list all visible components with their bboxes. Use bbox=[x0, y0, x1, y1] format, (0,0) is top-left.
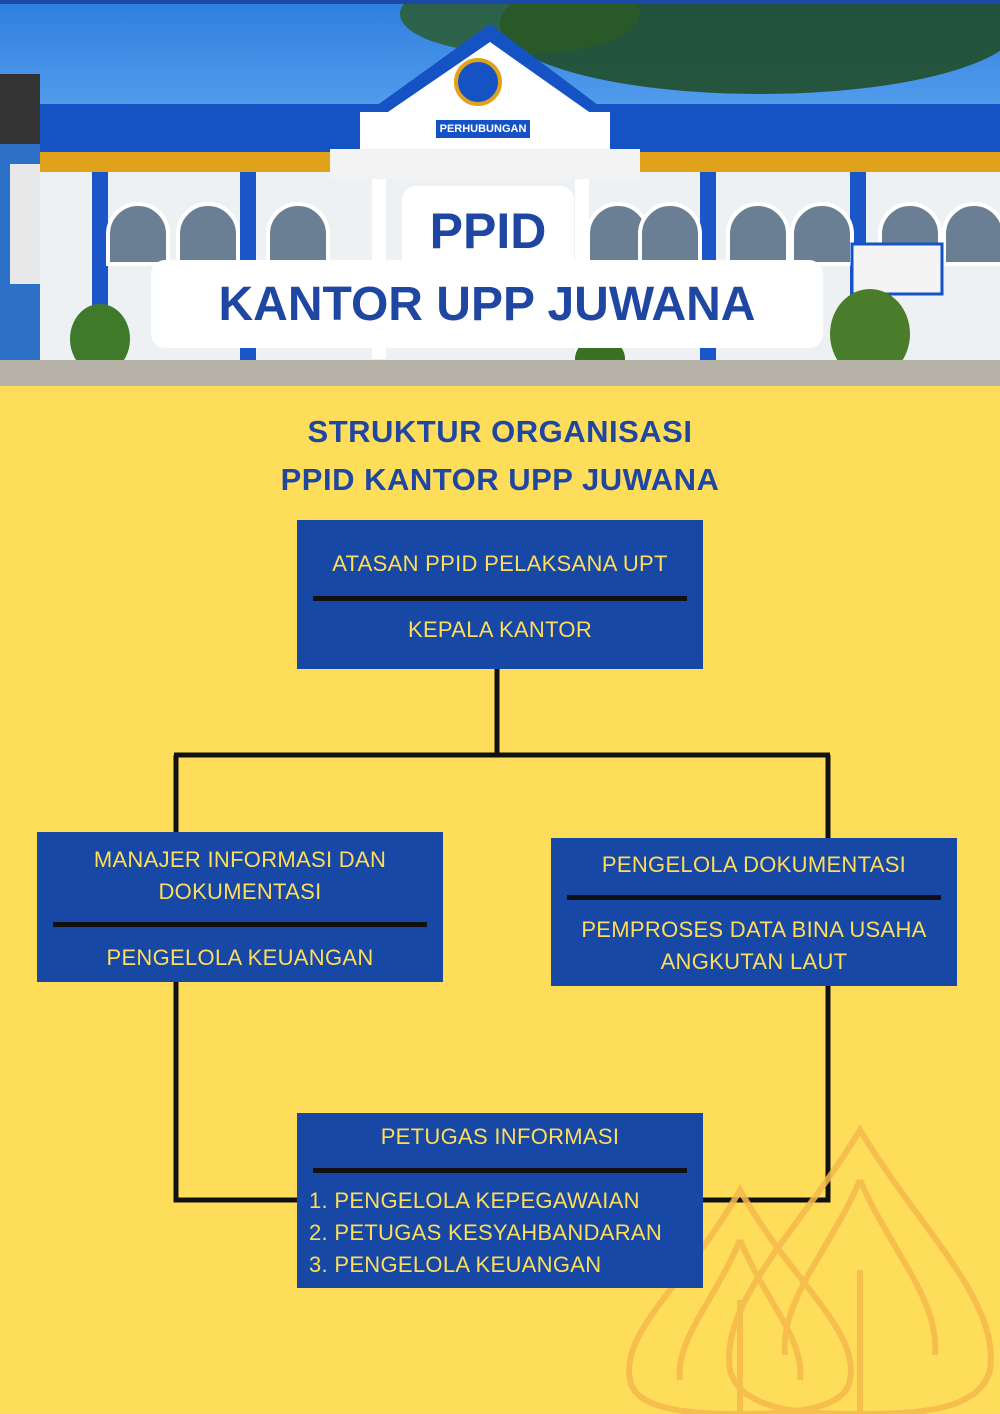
dokumentasi-person-line1: PEMPROSES DATA BINA USAHA bbox=[581, 917, 927, 942]
petugas-member-1: 1. PENGELOLA KEPEGAWAIAN bbox=[309, 1188, 640, 1213]
divider bbox=[53, 922, 427, 927]
box-atasan-ppid bbox=[297, 520, 703, 669]
manajer-role-line2: DOKUMENTASI bbox=[158, 879, 322, 904]
title-ppid: PPID bbox=[402, 186, 574, 276]
petugas-member-3: 3. PENGELOLA KEUANGAN bbox=[309, 1252, 602, 1277]
section-heading-line2: PPID KANTOR UPP JUWANA bbox=[280, 462, 720, 497]
petugas-role: PETUGAS INFORMASI bbox=[380, 1124, 620, 1149]
divider bbox=[313, 1168, 687, 1173]
title-office: KANTOR UPP JUWANA bbox=[151, 260, 823, 348]
box-petugas-informasi bbox=[297, 1113, 703, 1288]
atasan-person: KEPALA KANTOR bbox=[407, 617, 593, 642]
photo-sign-text: PERHUBUNGAN bbox=[439, 123, 527, 135]
section-heading-line1: STRUKTUR ORGANISASI bbox=[307, 414, 693, 449]
dokumentasi-role: PENGELOLA DOKUMENTASI bbox=[601, 852, 907, 877]
divider bbox=[313, 596, 687, 601]
connector-left-bottom bbox=[176, 980, 298, 1200]
manajer-role-line1: MANAJER INFORMASI DAN bbox=[93, 847, 387, 872]
box-pengelola-dokumentasi bbox=[551, 838, 957, 986]
box-manajer-informasi bbox=[37, 832, 443, 982]
atasan-role: ATASAN PPID PELAKSANA UPT bbox=[332, 551, 668, 576]
petugas-member-2: 2. PETUGAS KESYAHBANDARAN bbox=[309, 1220, 663, 1245]
dokumentasi-person-line2: ANGKUTAN LAUT bbox=[660, 949, 848, 974]
divider bbox=[567, 895, 941, 900]
manajer-person: PENGELOLA KEUANGAN bbox=[106, 945, 374, 970]
